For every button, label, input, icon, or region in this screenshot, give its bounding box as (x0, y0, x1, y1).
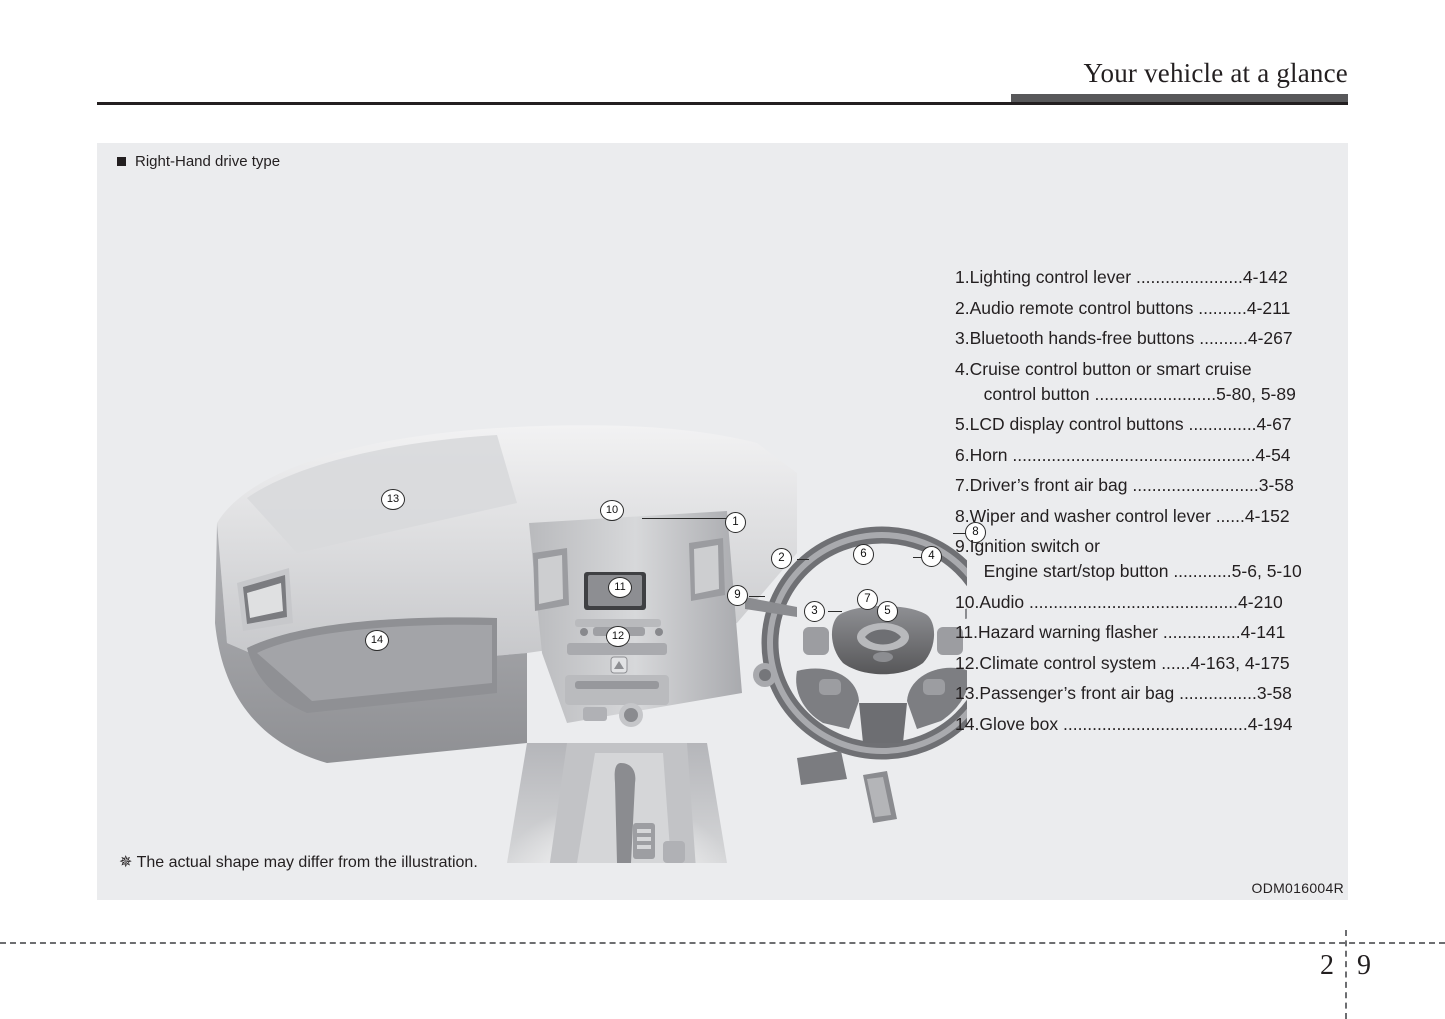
page-number: 9 (1357, 950, 1371, 981)
legend-item-11 (955, 620, 1345, 645)
chapter-number: 2 (1320, 950, 1334, 981)
legend-dots: ................ (1157, 622, 1241, 642)
legend-page: 4-54 (1255, 444, 1291, 465)
legend-label: Wiper and washer control lever (969, 505, 1211, 526)
illustration-footnote: ✵ The actual shape may differ from the illustration. (119, 854, 478, 871)
callout-5: 5 (877, 601, 898, 622)
legend-dots: ...... (1210, 505, 1245, 526)
leader-line-2 (797, 559, 809, 560)
legend-item-6 (955, 443, 1345, 468)
leader-line-3 (828, 611, 842, 612)
legend-label: Glove box (979, 713, 1059, 734)
legend-dots: .......... (1194, 328, 1248, 348)
panel-caption-label: Right-Hand drive type (135, 153, 281, 170)
legend-list (955, 265, 1345, 742)
leader-line-1 (642, 518, 732, 519)
legend-dots: ................ (1174, 683, 1257, 703)
callout-12: 12 (606, 626, 630, 647)
legend-page: 4-194 (1247, 713, 1293, 734)
legend-number: 5. (955, 414, 970, 434)
legend-number: 9. (955, 536, 970, 556)
footer-divider (0, 942, 1445, 944)
dashboard-illustration (97, 223, 967, 863)
legend-dots: ............ (1168, 561, 1232, 581)
legend-number: 1. (955, 267, 970, 287)
legend-dots: ...... (1156, 652, 1191, 673)
callout-10: 10 (600, 500, 624, 521)
panel-caption (117, 153, 280, 170)
legend-dots: .......... (1193, 297, 1247, 318)
leader-line-9 (749, 596, 765, 597)
legend-label-cont: control button (983, 383, 1090, 404)
legend-number: 13. (955, 683, 980, 703)
legend-item-7 (955, 473, 1345, 498)
legend-dots: .............. (1183, 414, 1257, 434)
legend-dots: .......................... (1127, 475, 1259, 495)
legend-number: 7. (955, 475, 970, 495)
legend-label: Driver’s front air bag (969, 475, 1128, 495)
legend-page: 4-142 (1242, 267, 1288, 287)
legend-page: 4-163, 4-175 (1190, 652, 1290, 673)
legend-page: 4-211 (1246, 297, 1291, 318)
legend-item-1 (955, 265, 1345, 290)
callout-14: 14 (365, 630, 389, 651)
legend-label: Bluetooth hands-free buttons (969, 328, 1195, 348)
legend-label: Horn (969, 444, 1008, 465)
legend-number: 10. (955, 591, 980, 612)
legend-label: Lighting control lever (969, 267, 1132, 287)
callout-4: 4 (921, 546, 942, 567)
legend-dots: .................................................. (1007, 444, 1256, 465)
legend-item-13 (955, 681, 1345, 706)
header-divider (97, 102, 1348, 105)
callout-9: 9 (727, 585, 748, 606)
callout-13: 13 (381, 489, 405, 510)
legend-label: Climate control system (979, 652, 1157, 673)
legend-page: 3-58 (1258, 475, 1294, 495)
callout-11: 11 (608, 577, 632, 598)
legend-item-10 (955, 590, 1345, 615)
callout-3: 3 (804, 601, 825, 622)
figure-panel (97, 143, 1348, 900)
legend-label: Audio remote control buttons (969, 297, 1194, 318)
legend-item-14 (955, 712, 1345, 737)
legend-page: 4-152 (1244, 505, 1290, 526)
callout-8: 8 (965, 522, 986, 543)
legend-label: Cruise control button or smart cruise (969, 358, 1252, 379)
legend-page: 4-267 (1247, 328, 1293, 348)
legend-item-5 (955, 412, 1345, 437)
page-title: Your vehicle at a glance (1083, 58, 1348, 88)
legend-dots: ...................................... (1058, 713, 1248, 734)
legend-item-9 (955, 534, 1345, 584)
legend-item-12 (955, 651, 1345, 676)
square-bullet-icon (117, 157, 126, 166)
legend-label: Hazard warning flasher (978, 622, 1158, 642)
legend-dots: ........................................... (1024, 591, 1239, 612)
legend-number: 8. (955, 505, 970, 526)
footer-vertical-divider (1345, 930, 1349, 1019)
legend-page: 3-58 (1256, 683, 1292, 703)
legend-label: LCD display control buttons (969, 414, 1184, 434)
legend-page: 4-67 (1256, 414, 1292, 434)
callout-7: 7 (857, 589, 878, 610)
legend-item-3 (955, 326, 1345, 351)
legend-item-8 (955, 504, 1345, 529)
legend-label: Passenger’s front air bag (979, 683, 1175, 703)
callout-1: 1 (725, 512, 746, 533)
legend-item-4 (955, 357, 1345, 407)
legend-label-cont: Engine start/stop button (983, 561, 1169, 581)
legend-item-2 (955, 296, 1345, 321)
legend-dots: ......................... (1089, 383, 1217, 404)
legend-number: 14. (955, 713, 980, 734)
legend-number: 2. (955, 297, 970, 318)
callout-2: 2 (771, 548, 792, 569)
legend-page: 5-80, 5-89 (1216, 383, 1296, 404)
legend-number: 11. (955, 622, 979, 642)
page-header (0, 30, 1445, 90)
legend-label: Audio (979, 591, 1025, 612)
figure-code: ODM016004R (1251, 880, 1344, 896)
callout-6: 6 (853, 544, 874, 565)
legend-number: 12. (955, 652, 980, 673)
legend-page: 4-210 (1238, 591, 1283, 612)
legend-number: 6. (955, 444, 970, 465)
legend-label: Ignition switch or (969, 536, 1100, 556)
legend-page: 4-141 (1240, 622, 1286, 642)
legend-number: 3. (955, 328, 970, 348)
legend-dots: ...................... (1131, 267, 1243, 287)
legend-page: 5-6, 5-10 (1231, 561, 1302, 581)
legend-number: 4. (955, 358, 970, 379)
